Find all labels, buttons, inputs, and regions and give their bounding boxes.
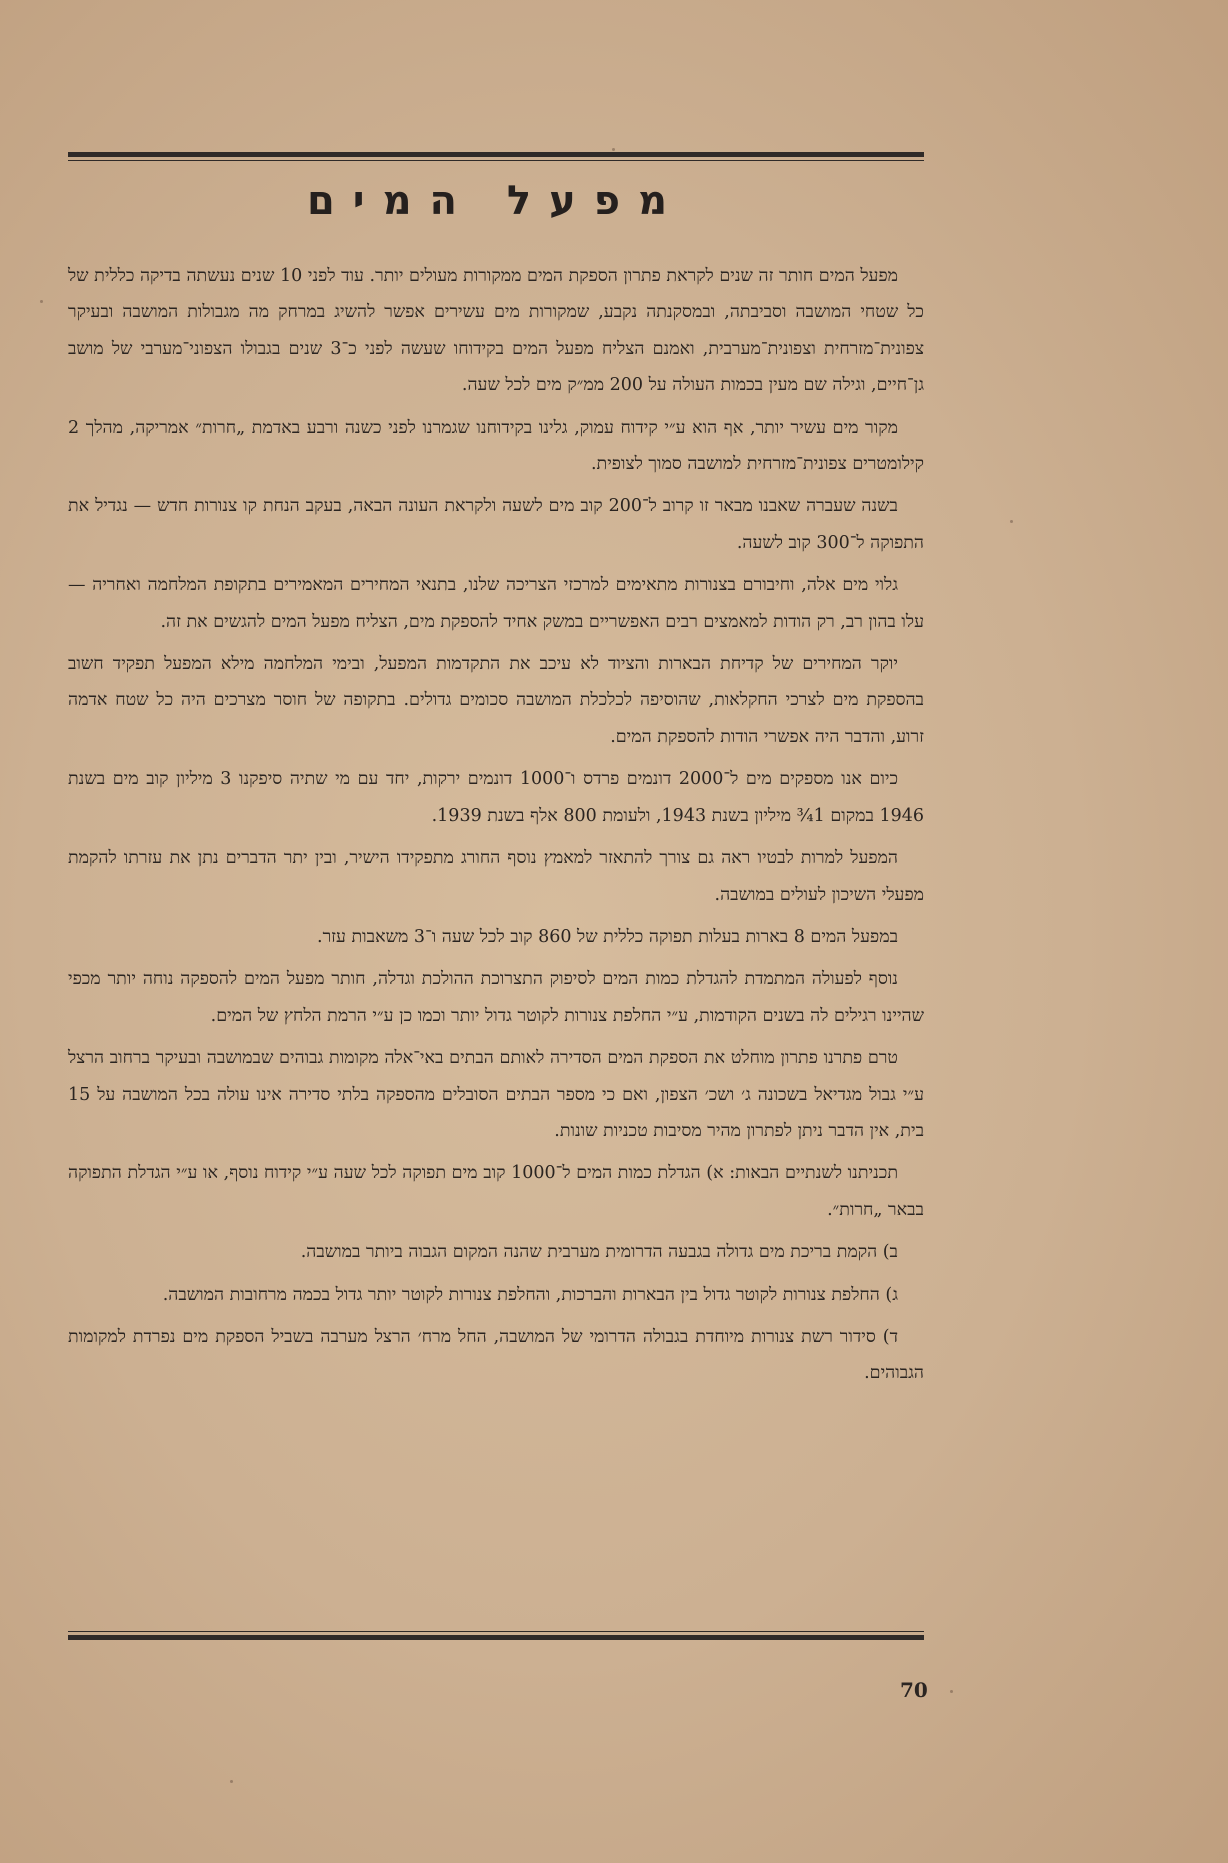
paragraph: תכניתנו לשנתיים הבאות: א) הגדלת כמות המים ל־1000 קוב מים תפוקה לכל שעה ע״י קידוח נוסף, או ע״י הגדלת התפוקה בבאר „חרות״. <box>68 1163 924 1220</box>
paragraph: יוקר המחירים של קדיחת הבארות והציוד לא עיכב את התקדמות המפעל, ובימי המלחמה מילא המפעל תפקיד חשוב בהספקת מים לצרכי החקלאות, שהוסיפה לכלכלת המושבה סכומים גדולים. בתקופה של חוסר מצרכים היה כל שטח אדמה זרוע, והדבר היה אפשרי הודות להספקת המים. <box>68 654 924 747</box>
paragraph: מקור מים עשיר יותר, אף הוא ע״י קידוח עמוק, גלינו בקידוחנו שגמרנו לפני כשנה ורבע באדמת „חרות״ אמריקה, מהלך 2 קילומטרים צפונית־מזרחית למושבה סמוך לצופית. <box>68 417 924 475</box>
paragraph: כיום אנו מספקים מים ל־2000 דונמים פרדס ו־1000 דונמים ירקות, יחד עם מי שתיה סיפקנו 3 מיליון קוב מים בשנת 1946 במקום 1¾ מיליון בשנת 1943, ולעומת 800 אלף בשנת 1939. <box>68 769 924 826</box>
paragraph: במפעל המים 8 בארות בעלות תפוקה כללית של 860 קוב לכל שעה ו־3 משאבות עזר. <box>317 926 898 947</box>
paragraph: מפעל המים חותר זה שנים לקראת פתרון הספקת המים ממקורות מעולים יותר. עוד לפני 10 שנים נעשתה בדיקה כללית של כל שטחי המושבה וסביבתה, ובמסקנתה נקבע, שמקורות מים עשירים אפשר להשיג במרחק מה מגבולות המושבה ובעיקר צפונית־מזרחית וצפונית־מערבית, ואמנם הצליח מפעל המים בקידוחו שעשה לפני כ־3 שנים בגבולו הצפוני־מערבי של מושב גן־חיים, וגילה שם מעין בכמות העולה על 200 ממ״ק מים לכל שעה. <box>68 266 924 396</box>
paragraph: ב) הקמת בריכת מים גדולה בגבעה הדרומית מערבית שהנה המקום הגבוה ביותר במושבה. <box>300 1242 898 1263</box>
bottom-double-rule <box>68 1631 924 1640</box>
paragraph: גלוי מים אלה, וחיבורם בצנורות מתאימים למרכזי הצריכה שלנו, בתנאי המחירים המאמירים בתקופת המלחמה ואחריה — עלו בהון רב, רק הודות למאמצים רבים האפשריים במשק אחיד להספקת מים, הצליח מפעל המים להגשים את זה. <box>68 575 924 632</box>
top-double-rule <box>68 152 924 161</box>
paragraph: המפעל למרות לבטיו ראה גם צורך להתאזר למאמץ נוסף החורג מתפקידו הישיר, ובין יתר הדברים נתן את עזרתו להקמת מפעלי השיכון לעולים במושבה. <box>68 848 924 905</box>
paragraph: בשנה שעברה שאבנו מבאר זו קרוב ל־200 קוב מים לשעה ולקראת העונה הבאה, בעקב הנחת קו צנורות חדש — נגדיל את התפוקה ל־300 קוב לשעה. <box>68 496 924 553</box>
page-number: 70 <box>900 1678 928 1702</box>
article-body <box>68 258 924 1398</box>
paragraph: ג) החלפת צנורות לקוטר גדול בין הבארות והברכות, והחלפת צנורות לקוטר יותר גדול בכמה מרחובות המושבה. <box>162 1284 898 1305</box>
page-title: מפעל המים <box>306 178 686 224</box>
paragraph: ד) סידור רשת צנורות מיוחדת בגבולה הדרומי של המושבה, החל מרח׳ הרצל מערבה בשביל הספקת מים נפרדת למקומות הגבוהים. <box>68 1326 924 1384</box>
paragraph: נוסף לפעולה המתמדת להגדלת כמות המים לסיפוק התצרוכת ההולכת וגדלה, חותר מפעל המים להספקה נוחה יותר מכפי שהיינו רגילים לה בשנים הקודמות, ע״י החלפת צנורות לקוטר גדול יותר וכמו כן ע״י הרמת הלחץ של המים. <box>68 969 924 1026</box>
paragraph: טרם פתרנו פתרון מוחלט את הספקת המים הסדירה לאותם הבתים באי־אלה מקומות גבוהים שבמושבה ובעיקר ברחוב הרצל ע״י גבול מגדיאל בשכונה ג׳ ושכ׳ הצפון, ואם כי מספר הבתים הסובלים מהספקה בלתי סדירה אינו עולה בכל המושבה על 15 בית, אין הדבר ניתן לפתרון מהיר מסיבות טכניות שונות. <box>68 1048 924 1141</box>
